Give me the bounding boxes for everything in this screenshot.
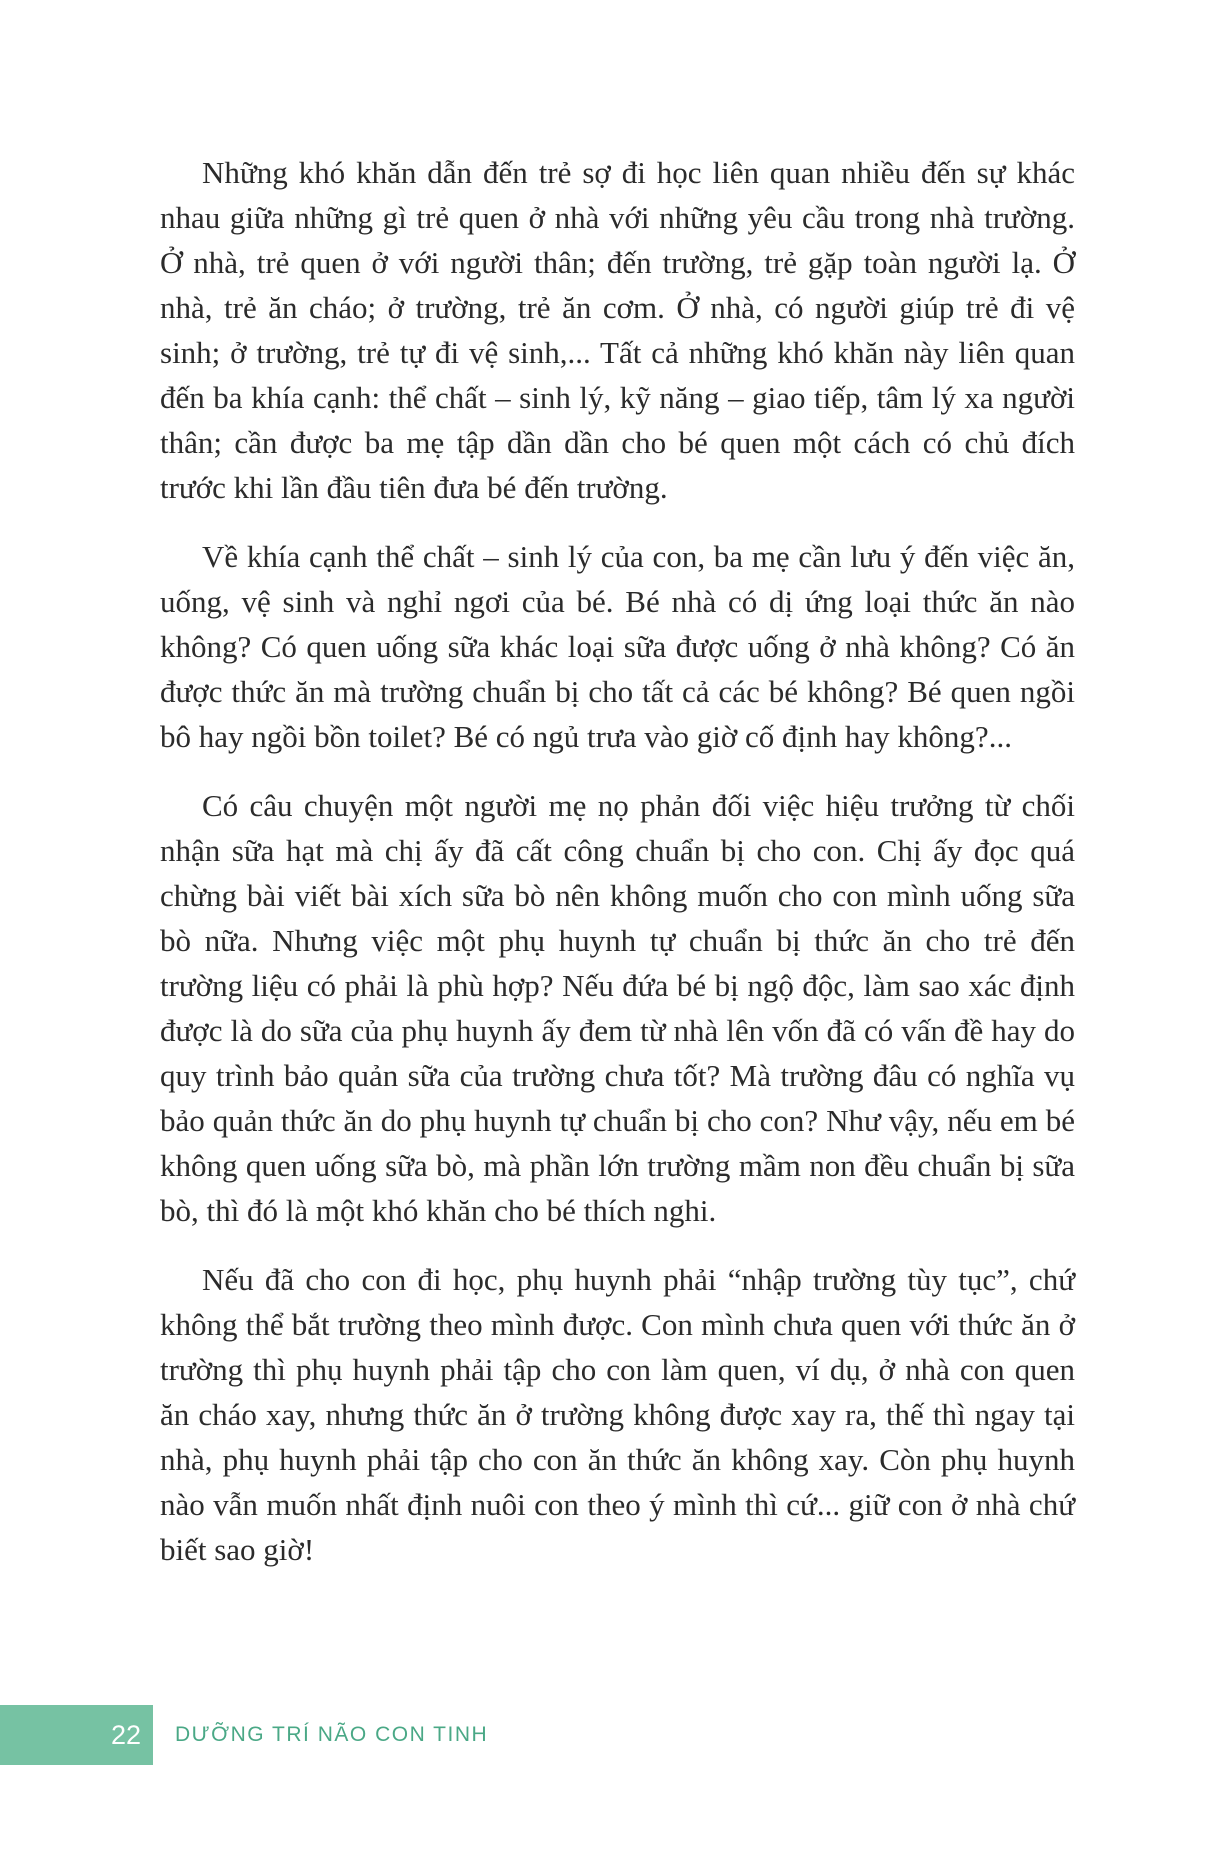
page-number: 22: [110, 1720, 141, 1750]
paragraph-4: Nếu đã cho con đi học, phụ huynh phải “nhập trường tùy tục”, chứ không thể bắt trường theo mình được. Con mình chưa quen với thức ăn ở trường thì phụ huynh phải tập cho con làm quen, ví dụ, ở nhà con quen ăn cháo xay, nhưng thức ăn ở trường không được xay ra, thế thì ngay tại nhà, phụ huynh phải tập cho con ăn thức ăn không xay. Còn phụ huynh nào vẫn muốn nhất định nuôi con theo ý mình thì cứ... giữ con ở nhà chứ biết sao giờ!: [160, 1262, 1075, 1567]
running-title: DƯỠNG TRÍ NÃO CON TINH: [175, 1723, 489, 1746]
paragraph-3: Có câu chuyện một người mẹ nọ phản đối việc hiệu trưởng từ chối nhận sữa hạt mà chị ấy đã cất công chuẩn bị cho con. Chị ấy đọc quá chừng bài viết bài xích sữa bò nên không muốn cho con mình uống sữa bò nữa. Nhưng việc một phụ huynh tự chuẩn bị thức ăn cho trẻ đến trường liệu có phải là phù hợp? Nếu đứa bé bị ngộ độc, làm sao xác định được là do sữa của phụ huynh ấy đem từ nhà lên vốn đã có vấn đề hay do quy trình bảo quản sữa của trường chưa tốt? Mà trường đâu có nghĩa vụ bảo quản thức ăn do phụ huynh tự chuẩn bị cho con? Như vậy, nếu em bé không quen uống sữa bò, mà phần lớn trường mầm non đều chuẩn bị sữa bò, thì đó là một khó khăn cho bé thích nghi.: [160, 788, 1075, 1228]
paragraph-1: Những khó khăn dẫn đến trẻ sợ đi học liên quan nhiều đến sự khác nhau giữa những gì trẻ quen ở nhà với những yêu cầu trong nhà trường. Ở nhà, trẻ quen ở với người thân; đến trường, trẻ gặp toàn người lạ. Ở nhà, trẻ ăn cháo; ở trường, trẻ ăn cơm. Ở nhà, có người giúp trẻ đi vệ sinh; ở trường, trẻ tự đi vệ sinh,... Tất cả những khó khăn này liên quan đến ba khía cạnh: thể chất – sinh lý, kỹ năng – giao tiếp, tâm lý xa người thân; cần được ba mẹ tập dần dần cho bé quen một cách có chủ đích trước khi lần đầu tiên đưa bé đến trường.: [160, 155, 1075, 505]
page-body: [160, 150, 1075, 1596]
page-number-tab: [0, 1705, 153, 1765]
page-footer: [0, 1705, 900, 1765]
paragraph-2: Về khía cạnh thể chất – sinh lý của con, ba mẹ cần lưu ý đến việc ăn, uống, vệ sinh và nghỉ ngơi của bé. Bé nhà có dị ứng loại thức ăn nào không? Có quen uống sữa khác loại sữa được uống ở nhà không? Có ăn được thức ăn mà trường chuẩn bị cho tất cả các bé không? Bé quen ngồi bô hay ngồi bồn toilet? Bé có ngủ trưa vào giờ cố định hay không?...: [160, 539, 1075, 754]
